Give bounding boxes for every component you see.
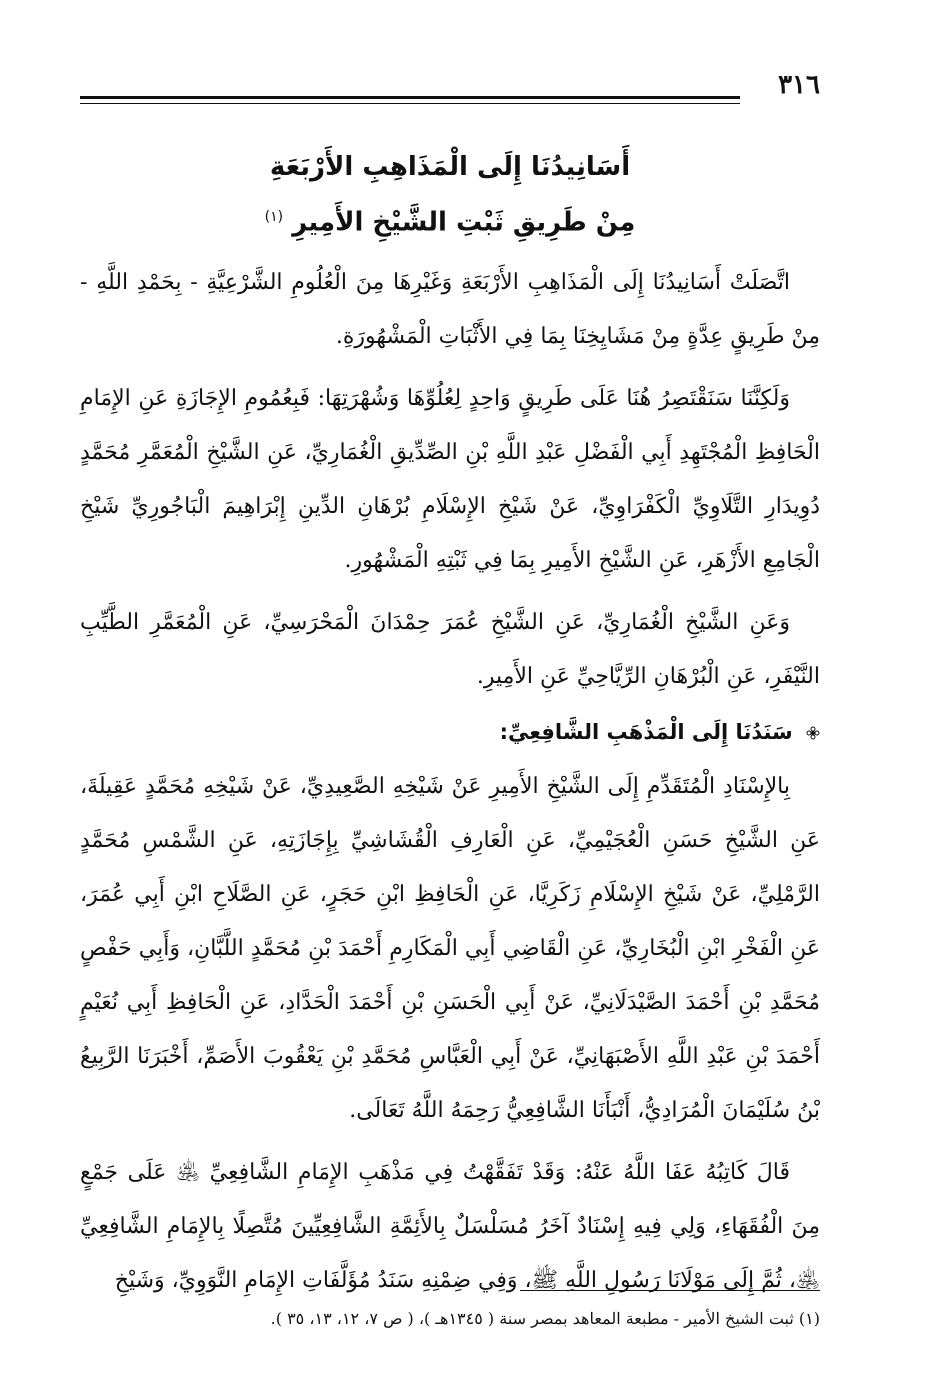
book-page xyxy=(80,60,820,1360)
footnote-1: (١) ثبت الشيخ الأمير - مطبعة المعاهد بمصر سنة ( ١٣٤٥هـ )، ( ص ٧، ١٢، ١٣، ٣٥ ). xyxy=(270,1309,820,1328)
flower-ornament-icon xyxy=(806,726,820,740)
section-paragraph-2: قَالَ كَاتِبُهُ عَفَا اللَّهُ عَنْهُ: وَقَدْ تَفَقَّهْتُ فِي مَذْهَبِ الإِمَامِ الشَّافِعِيِّ ﵁ عَلَى جَمْعٍ مِنَ الْفُقَهَاءِ، وَلِي فِيهِ إِسْنَادٌ آخَرُ مُسَلْسَلٌ بِالأَئِمَّةِ الشَّافِعِيِّينَ مُتَّصِلًا بِالإِمَامِ الشَّافِعِيِّ ﵁، ثُمَّ إِلَى مَوْلَانَا رَسُولِ اللَّهِ ﷺ، وَفِي ضِمْنِهِ سَنَدُ مُؤَلَّفَاتِ الإِمَامِ النَّوَوِيِّ، وَشَيْخِ xyxy=(80,1160,820,1293)
paragraph-3: وَعَنِ الشَّيْخِ الْغُمَارِيِّ، عَنِ الشَّيْخِ عُمَرَ حِمْدَانَ الْمَحْرَسِيِّ، عَنِ الْمُعَمَّرِ الطَّيِّبِ النَّيْفَرِ، عَنِ الْبُرْهَانِ الرِّيَّاحِيِّ عَنِ الأَمِيرِ. xyxy=(80,610,820,689)
footnotes xyxy=(80,1290,820,1333)
paragraph-1: اتَّصَلَتْ أَسَانِيدُنَا إِلَى الْمَذَاهِبِ الأَرْبَعَةِ وَغَيْرِهَا مِنَ الْعُلُومِ الشَّرْعِيَّةِ - بِحَمْدِ اللَّهِ - مِنْ طَرِيقٍ عِدَّةٍ مِنْ مَشَايِخِنَا بِمَا فِي الأَثْبَاتِ الْمَشْهُورَةِ. xyxy=(80,270,820,349)
paragraph-2: وَلَكِنَّنَا سَنَقْتَصِرُ هُنَا عَلَى طَرِيقٍ وَاحِدٍ لِعُلُوِّهَا وَشُهْرَتِهَا: فَبِعُمُومِ الإِجَازَةِ عَنِ الإِمَامِ الْحَافِظِ الْمُجْتَهِدِ أَبِي الْفَضْلِ عَبْدِ اللَّهِ بْنِ الصِّدِّيقِ الْغُمَارِيِّ، عَنِ الشَّيْخِ الْمُعَمَّرِ مُحَمَّدٍ دُوِيدَارِ التَّلَاوِيِّ الْكَفْرَاوِيِّ، عَنْ شَيْخِ الإِسْلَامِ بُرْهَانِ الدِّينِ إِبْرَاهِيمَ الْبَاجُورِيِّ شَيْخِ الْجَامِعِ الأَزْهَرِ، عَنِ الشَّيْخِ الأَمِيرِ بِمَا فِي ثَبْتِهِ الْمَشْهُورِ. xyxy=(80,386,820,573)
chapter-title xyxy=(80,142,820,248)
footnote-reference: (١) xyxy=(264,209,284,225)
section-paragraph-1: بِالإِسْنَادِ الْمُتَقَدِّمِ إِلَى الشَّيْخِ الأَمِيرِ عَنْ شَيْخِهِ الصَّعِيدِيِّ، عَنْ شَيْخِهِ مُحَمَّدٍ عَقِيلَةَ، عَنِ الشَّيْخِ حَسَنِ الْعُجَيْمِيِّ، عَنِ الْعَارِفِ الْقُشَاشِيِّ بِإِجَازَتِهِ، عَنِ الشَّمْسِ مُحَمَّدٍ الرَّمْلِيِّ، عَنْ شَيْخِ الإِسْلَامِ زَكَرِيَّا، عَنِ الْحَافِظِ ابْنِ حَجَرٍ، عَنِ الصَّلَاحِ ابْنِ أَبِي عُمَرَ، عَنِ الْفَخْرِ ابْنِ الْبُخَارِيِّ، عَنِ الْقَاضِي أَبِي الْمَكَارِمِ أَحْمَدَ بْنِ مُحَمَّدٍ اللَّبَّانِ، وَأَبِي حَفْصٍ مُحَمَّدِ بْنِ أَحْمَدَ الصَّيْدَلَانِيِّ، عَنْ أَبِي الْحَسَنِ بْنِ أَحْمَدَ الْحَدَّادِ، عَنِ الْحَافِظِ أَبِي نُعَيْمٍ أَحْمَدَ بْنِ عَبْدِ اللَّهِ الأَصْبَهَانِيِّ، عَنْ أَبِي الْعَبَّاسِ مُحَمَّدِ بْنِ يَعْقُوبَ الأَصَمِّ، أَخْبَرَنَا الرَّبِيعُ بْنُ سُلَيْمَانَ الْمُرَادِيُّ، أَنْبَأَنَا الشَّافِعِيُّ رَحِمَهُ اللَّهُ تَعَالَى. xyxy=(80,774,820,1123)
header-rule xyxy=(80,96,740,99)
title-line-2 xyxy=(80,192,820,248)
page-header xyxy=(80,70,820,106)
body-text xyxy=(80,256,820,1316)
section-heading-text: سَنَدُنَا إِلَى الْمَذْهَبِ الشَّافِعِيِّ: xyxy=(499,720,793,744)
footnote-rule xyxy=(520,1290,820,1291)
title-line-2-text: مِنْ طَرِيقِ ثَبْتِ الشَّيْخِ الأَمِيرِ xyxy=(292,207,636,238)
page-number: ٣١٦ xyxy=(778,70,820,100)
header-rule-thin xyxy=(80,103,740,104)
title-line-1: أَسَانِيدُنَا إِلَى الْمَذَاهِبِ الأَرْبَعَةِ xyxy=(269,152,631,182)
section-heading xyxy=(80,712,820,752)
